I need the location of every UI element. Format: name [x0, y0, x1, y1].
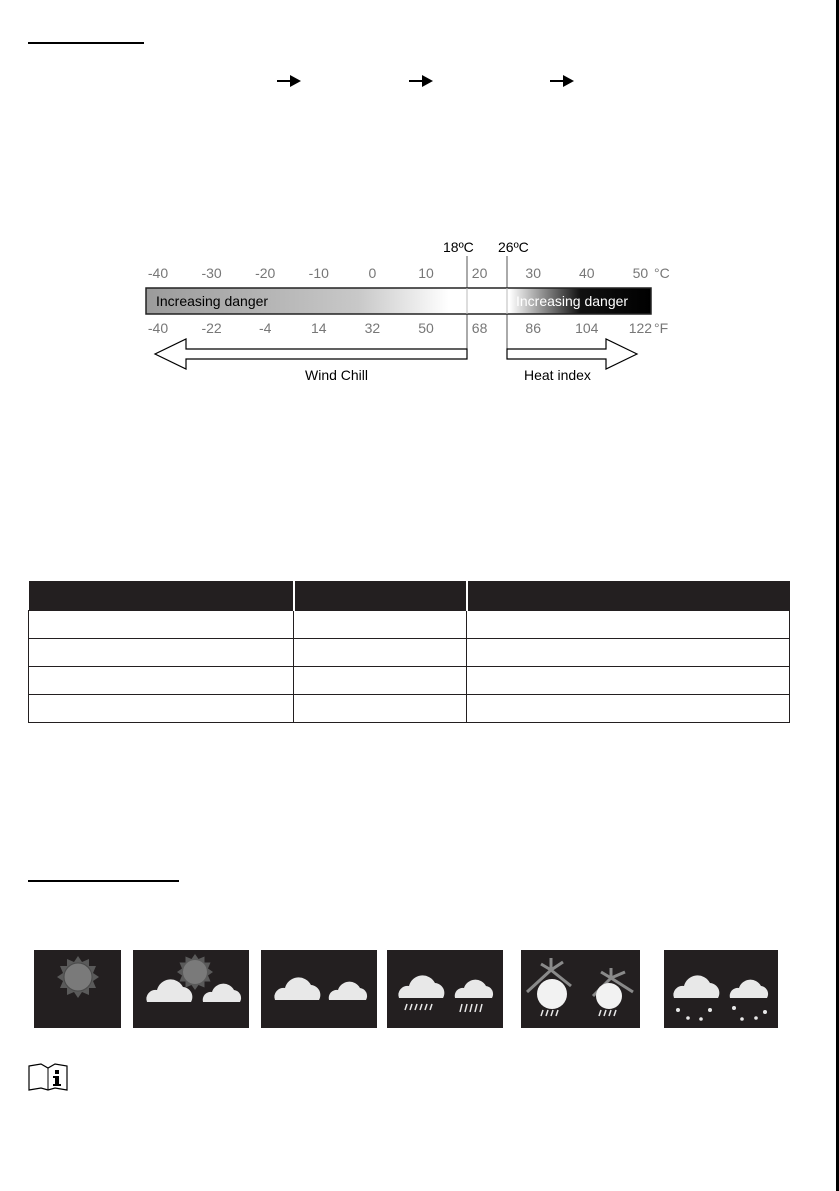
- fahrenheit-tick-label: 50: [418, 320, 434, 336]
- celsius-tick-label: 40: [579, 265, 595, 281]
- fahrenheit-tick-label: -4: [258, 320, 272, 336]
- fahrenheit-tick-label: 68: [471, 320, 488, 336]
- table-cell: [294, 667, 467, 695]
- table-header-cell: [467, 581, 790, 611]
- fahrenheit-tick-label: 14: [311, 320, 327, 336]
- celsius-tick-label: 10: [418, 265, 434, 281]
- table-cell: [467, 639, 790, 667]
- cloudy-icon: [261, 950, 377, 1028]
- celsius-tick-label: 0: [368, 265, 377, 281]
- table-cell: [294, 695, 467, 723]
- table-cell: [294, 639, 467, 667]
- table-row: [29, 695, 790, 723]
- threshold-high-label: 26ºC: [498, 239, 529, 255]
- celsius-tick-label: -20: [255, 265, 276, 281]
- table-cell: [29, 695, 294, 723]
- table-row: [29, 639, 790, 667]
- table-cell: [29, 667, 294, 695]
- sunny-icon: [34, 950, 121, 1028]
- table-header-row: [29, 581, 790, 611]
- stormy-icon: [521, 950, 640, 1028]
- fahrenheit-tick-label: -22: [201, 320, 222, 336]
- section-heading-underline: [28, 880, 179, 882]
- levels-table: [28, 581, 790, 723]
- table-cell: [467, 611, 790, 639]
- wind-chill-label: Wind Chill: [305, 367, 369, 383]
- table-header-cell: [29, 581, 294, 611]
- table-cell: [294, 611, 467, 639]
- threshold-low-label: 18ºC: [443, 239, 474, 255]
- celsius-unit-label: °C: [654, 265, 670, 281]
- wind-chill-arrow: [155, 339, 467, 369]
- temperature-danger-scale: [130, 228, 690, 398]
- table-cell: [467, 667, 790, 695]
- table-cell: [29, 639, 294, 667]
- heat-index-arrow: [507, 339, 637, 369]
- celsius-tick-label: 20: [471, 265, 488, 281]
- arrow-right-icon: [408, 74, 434, 88]
- celsius-tick-label: 30: [525, 265, 541, 281]
- table-row: [29, 667, 790, 695]
- danger-label-left: Increasing danger: [156, 293, 269, 309]
- info-book-icon: [28, 1063, 68, 1091]
- arrow-right-icon: [276, 74, 302, 88]
- arrow-right-icon: [549, 74, 575, 88]
- celsius-tick-label: -10: [308, 265, 329, 281]
- danger-label-right: Increasing danger: [516, 293, 629, 309]
- fahrenheit-tick-label: 32: [364, 320, 381, 336]
- table-header-cell: [294, 581, 467, 611]
- fahrenheit-tick-label: 122: [628, 320, 653, 336]
- partly-cloudy-icon: [133, 950, 249, 1028]
- section-heading-underline: [28, 42, 144, 44]
- fahrenheit-unit-label: °F: [654, 320, 669, 336]
- fahrenheit-tick-label: 104: [575, 320, 599, 336]
- celsius-tick-label: 50: [632, 265, 649, 281]
- heat-index-label: Heat index: [524, 367, 591, 383]
- table-cell: [467, 695, 790, 723]
- rainy-icon: [387, 950, 503, 1028]
- table-cell: [29, 611, 294, 639]
- table-row: [29, 611, 790, 639]
- fahrenheit-tick-label: 86: [525, 320, 541, 336]
- fahrenheit-tick-labels: [148, 320, 652, 336]
- celsius-tick-label: -30: [201, 265, 222, 281]
- celsius-tick-label: -40: [147, 265, 169, 281]
- snowy-icon: [664, 950, 778, 1028]
- celsius-tick-labels: [148, 265, 649, 281]
- fahrenheit-tick-label: -40: [147, 320, 169, 336]
